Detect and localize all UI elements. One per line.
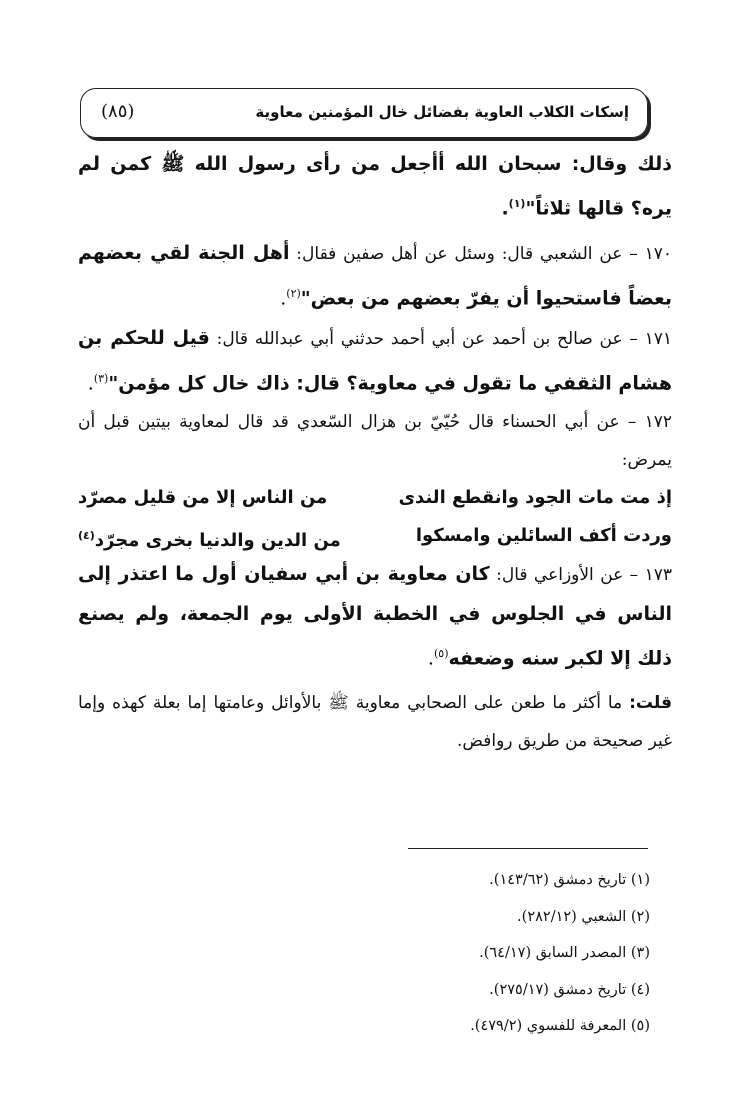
narration-quote: قيل للحكم بن هشام الثقفي ما تقول في معاوية؟ قال: ذاك خال كل مؤمن"	[78, 326, 672, 394]
paragraph-end: .	[501, 197, 509, 220]
footnote-2: (٢) الشعبي (٢٨٢/١٢).	[517, 908, 650, 925]
narration-chain: ١٧١ – عن صالح بن أحمد عن أبي أحمد حدثني أبي عبدالله قال:	[209, 328, 672, 349]
author-comment	[78, 684, 672, 760]
narration-chain: ١٧٣ – عن الأوزاعي قال:	[489, 564, 672, 585]
paragraph-end: .	[87, 371, 94, 394]
narration-173	[78, 555, 672, 678]
page-number: (٨٥)	[101, 101, 135, 122]
narration-172: ١٧٢ – عن أبي الحسناء قال حُيّيّ بن هزال السّعدي قد قال لمعاوية بيتين قبل أن يمرض:	[78, 411, 672, 470]
book-title: إسكات الكلاب العاوية بفضائل خال المؤمنين معاوية	[255, 103, 629, 121]
verse-second-hemistich	[78, 517, 341, 560]
verse-first-hemistich: وردت أكف السائلين وامسكوا	[415, 524, 672, 546]
narration-170	[78, 234, 672, 318]
footnote-3: (٣) المصدر السابق (٦٤/١٧).	[479, 945, 650, 961]
footnote-ref-5: (٥)	[433, 646, 449, 660]
footnote-4: (٤) تاريخ دمشق (٢٧٥/١٧).	[489, 981, 650, 998]
footnote-ref-3: (٣)	[93, 371, 109, 385]
poem-verse-1	[78, 479, 672, 517]
paragraph-continuation	[78, 145, 672, 228]
comment-text: ما أكثر ما طعن على الصحابي معاوية ﷺ بالأوائل وعامتها إما بعلة كهذه وإما غير صحيحة من طريق روافض.	[78, 693, 672, 752]
running-header	[80, 88, 648, 138]
poem-verse-2	[78, 517, 672, 555]
paragraph-end: .	[427, 647, 434, 670]
footnote-ref-1: (١)	[508, 197, 526, 210]
footnote-ref-2: (٢)	[286, 287, 301, 301]
narration-quote: أهل الجنة لقي بعضهم بعضاً فاستحيوا أن يفرّ بعضهم من بعض"	[78, 242, 672, 310]
narration-chain: ١٧٠ – عن الشعبي قال: وسئل عن أهل صفين فقال:	[289, 244, 672, 265]
footnote-ref-4: (٤)	[78, 528, 95, 542]
main-text	[78, 145, 672, 760]
verse-first-hemistich: إذ مت مات الجود وانقطع الندى	[398, 486, 672, 508]
footnote-1: (١) تاريخ دمشق (١٤٣/٦٢).	[489, 872, 650, 888]
footnote-5: (٥) المعرفة للفسوي (٤٧٩/٢).	[470, 1018, 650, 1034]
footnote-divider	[408, 848, 648, 849]
narration-quote: كان معاوية بن أبي سفيان أول ما اعتذر إلى الناس في الجلوس في الخطبة الأولى يوم الجمعة، ولم يصنع ذلك إلا لكبر سنه وضعفه	[78, 562, 672, 670]
comment-label: قلت:	[629, 693, 672, 714]
footnotes	[300, 862, 650, 1045]
hemistich-text: من الدين والدنيا بخرى مجرّد	[94, 529, 341, 551]
narration-171	[78, 319, 672, 403]
paragraph-text: ذلك وقال: سبحان الله أأجعل من رأى رسول الله ﷺ كمن لم يره؟ قالها ثلاثاً"	[78, 153, 672, 220]
verse-second-hemistich: من الناس إلا من قليل مصرّد	[78, 486, 328, 508]
paragraph-end: .	[280, 287, 287, 310]
